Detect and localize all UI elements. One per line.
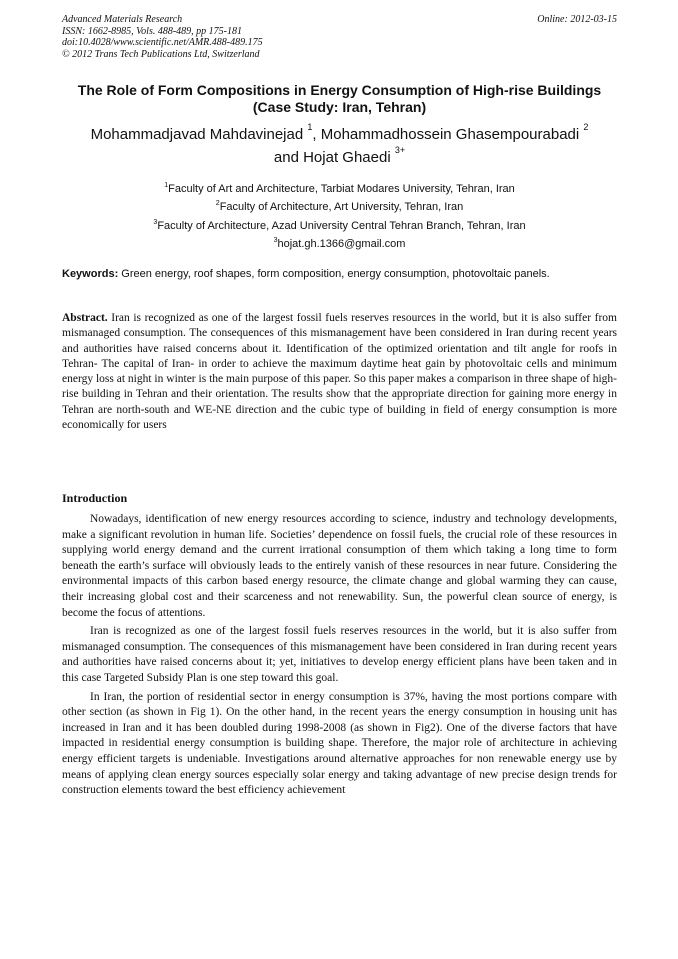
abstract-label: Abstract.	[62, 312, 108, 324]
affiliation-list	[62, 180, 617, 253]
author-list	[62, 123, 617, 169]
keywords-block	[62, 267, 617, 282]
body-paragraph: Iran is recognized as one of the largest fossil fuels reserves resources in the world, but it is also suffer from mismanaged consumption. The consequences of this mismanagement have been considered in Iran during recent years and authorities have raised concerns about it; yet, initiatives to develop energy efficient plans have been taken and in this case Targeted Subsidy Plan is one step toward this goal.	[62, 625, 617, 684]
author-affiliation-mark: 2	[583, 122, 589, 132]
affiliation-line	[62, 180, 617, 198]
affiliation-text: Faculty of Architecture, Art University, Tehran, Iran	[219, 201, 464, 214]
introduction-body	[62, 512, 617, 802]
online-date: Online: 2012-03-15	[537, 14, 617, 25]
author-name: Hojat Ghaedi	[303, 149, 391, 166]
body-paragraph: Nowadays, identification of new energy resources according to science, industry and technology developments, make a significant revolution in human life. Societies’ dependence on fossil fuels, the crucial role of these resources in supplying world energy demand and the current irrational consumption of them which taking a long time to form beneath the earth’s surface will obviously leads to the entirely vanish of these resources in near future. Considering the environmental impacts of this carbon based energy resource, the climate change and global warming they can cause, their increasing global cost and their scarceness and not renewability. Sun, the powerful clean source of energy, is become the focus of attentions.	[62, 513, 617, 619]
author-conjunction: and	[273, 149, 304, 166]
affiliation-mark: 2	[215, 200, 220, 208]
issn-line: ISSN: 1662-8985, Vols. 488-489, pp 175-181	[62, 25, 242, 37]
author-affiliation-mark: 1	[307, 122, 313, 132]
section-heading: Introduction	[62, 491, 128, 505]
doi-line: doi:10.4028/www.scientific.net/AMR.488-489.175	[62, 37, 263, 48]
author-affiliation-mark: 3+	[394, 145, 406, 155]
keywords-label: Keywords:	[62, 268, 119, 280]
author-separator: ,	[312, 126, 321, 143]
affiliation-line	[62, 198, 617, 216]
journal-name: Advanced Materials Research	[62, 14, 183, 25]
affiliation-line	[62, 217, 617, 235]
affiliation-mark: 1	[164, 182, 169, 189]
contact-email: hojat.gh.1366@gmail.com	[277, 237, 406, 250]
affiliation-mark: 3	[273, 236, 278, 244]
affiliation-text: Faculty of Architecture, Azad University Central Tehran Branch, Tehran, Iran	[157, 219, 526, 232]
affiliation-mark: 3	[153, 218, 158, 226]
author-name: Mohammadhossein Ghasempourabadi	[320, 126, 580, 143]
affiliation-text: Faculty of Art and Architecture, Tarbiat Modares University, Tehran, Iran	[168, 183, 515, 195]
affiliation-line	[62, 235, 617, 253]
journal-header	[62, 14, 617, 60]
abstract-block	[62, 311, 617, 433]
copyright-line: © 2012 Trans Tech Publications Ltd, Switzerland	[62, 48, 260, 60]
abstract-text: Iran is recognized as one of the largest fossil fuels reserves resources in the world, but it is also suffer from mismanaged consumption. The consequences of this mismanagement have been considered in Iran during recent years and authorities have raised concerns about it. Identification of the optimized orientation and tilt angle for roofs in Tehran- The capital of Iran- in order to achieve the maximum daytime heat gain by photovoltaic cells and minimum energy loss at night in winter is the main purpose of this paper. So this paper makes a comparison in three shape of high-rise building in Tehran and their orientation. The results show that the appropriate direction for gaining more energy in Tehran are north-south and WE-NE direction and the cubic type of building in field of energy consumption is more economically for users	[62, 312, 617, 432]
author-name: Mohammadjavad Mahdavinejad	[90, 126, 304, 143]
keywords-text: Green energy, roof shapes, form composition, energy consumption, photovoltaic panels.	[118, 268, 550, 280]
paper-title: The Role of Form Compositions in Energy Consumption of High-rise Buildings (Case Study: Iran, Tehran)	[77, 82, 602, 115]
body-paragraph: In Iran, the portion of residential sector in energy consumption is 37%, having the most portions compare with other section (as shown in Fig 1). On the other hand, in the recent years the energy consumption in housing unit has increased in Iran and it has been doubled during 1998-2008 (as shown in Fig2). One of the diverse factors that have impacted in residential energy consumption is building shape. Therefore, the major role of architecture in achieving energy efficient targets is undeniable. Investigations around alternative approaches for non renewable energy use by means of applying clean energy sources especially solar energy and taking advantage of new precise design trends for construction elements toward the best efficiency achievement	[62, 690, 617, 797]
